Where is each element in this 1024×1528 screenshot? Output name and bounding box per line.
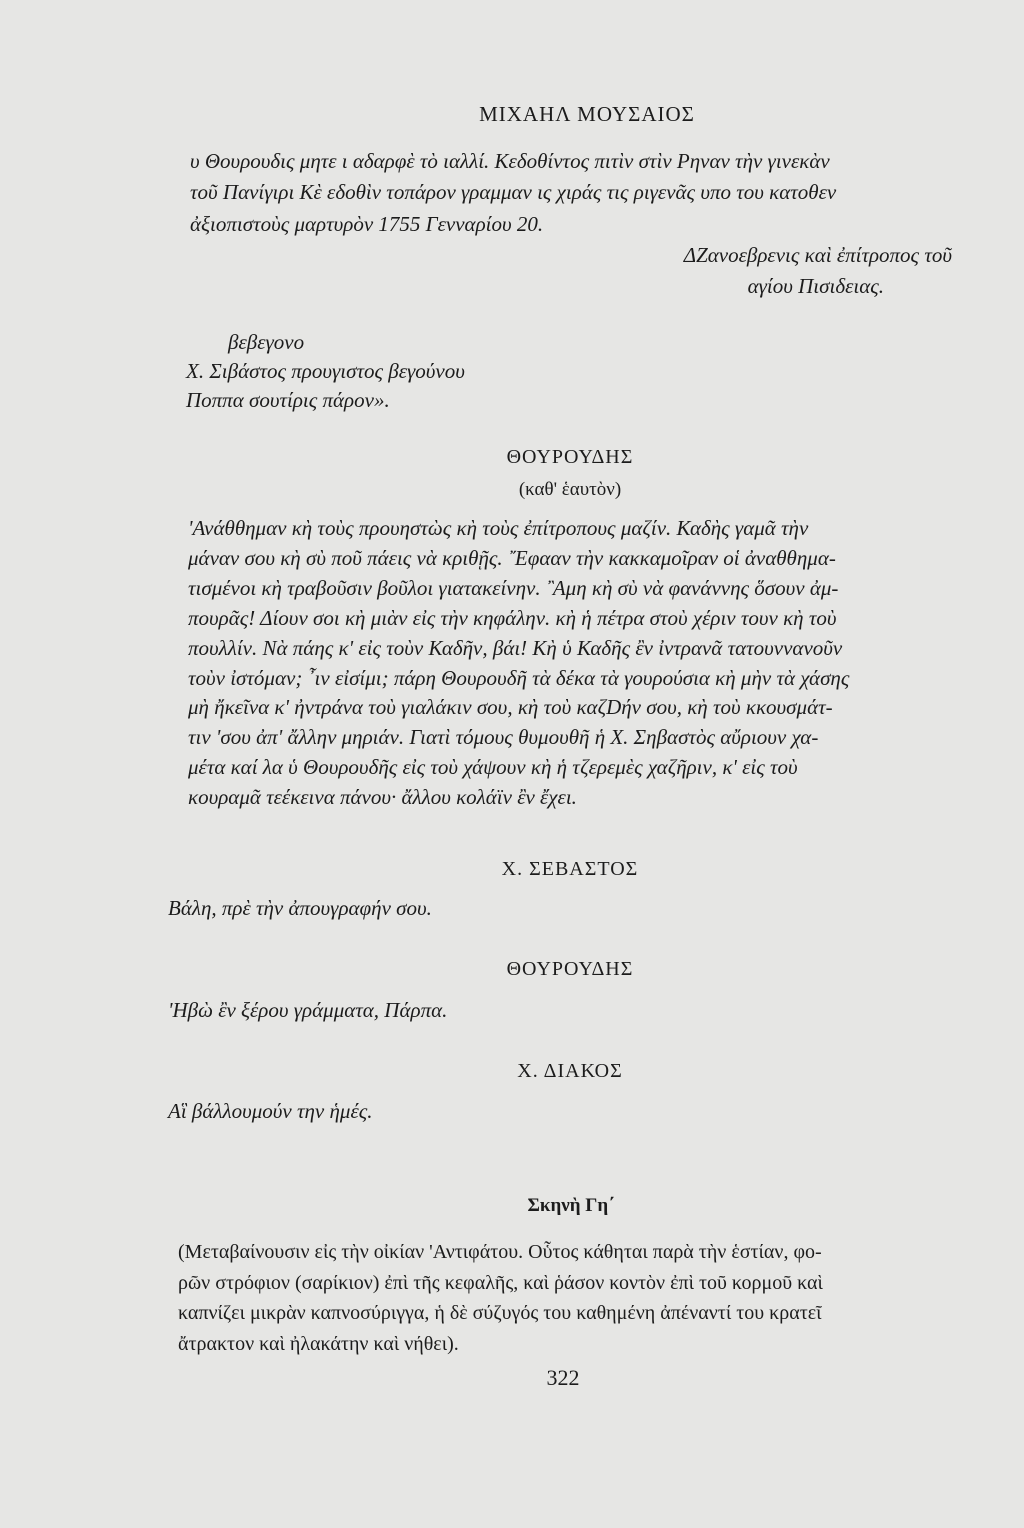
speaker-name: Χ. ΣΕΒΑΣΤΟΣ <box>501 858 639 880</box>
signature-line: αγίου Πισιδειας. <box>747 274 884 299</box>
speech-line: μὴ ἤκεῖνα κ' ἠντράνα τοὺ γιαλάκιν σου, κὴ τοὺ καζDήν σου, κὴ τοὺ κκουσμάτ- <box>188 695 833 720</box>
speech-line: Βάλη, πρὲ τὴν ἀπουγραφήν σου. <box>168 896 432 920</box>
speech-line: τισμένοι κὴ τραβοῦσιν βοῦλοι γιατακείνην. ῍Αμη κὴ σὺ νὰ φανάννης ὅσουν ἀμ- <box>188 575 839 600</box>
scene-title: Σκηνὴ Γη΄ <box>527 1195 615 1216</box>
witness-line: Χ. Σιβάστος προυγιστος βεγούνου <box>186 359 465 383</box>
speech-line: 'Ανάθθημαν κὴ τοὺς προυηστὼς κὴ τοὺς ἐπίτροπους μαζίν. Καδὴς γαμᾶ τὴν <box>188 516 809 540</box>
speech-line: πουρᾶς! Δίουν σοι κὴ μιὰν εἰς τὴν κηφάλην. κὴ ἡ πέτρα στοὺ χέριν τουν κὴ τοὺ <box>188 605 837 630</box>
speech-line: κουραμᾶ τεέκεινα πάνου· ἄλλου κολάϊν ἒν ἔχει. <box>188 785 577 810</box>
letter-text <box>190 146 952 240</box>
signature-block <box>560 240 952 303</box>
speech-line: τιν 'σου ἀπ' ἄλλην μηριάν. Γιατὶ τόμους θυμουθῆ ἡ Χ. Σηβαστὸς αὔριουν χα- <box>188 725 819 750</box>
stage-direction: (καθ' ἑαυτὸν) <box>518 479 622 500</box>
letter-line: υ Θουρουδις μητε ι αδαρφὲ τὸ ιαλλί. Κεδοθίντος πιτὶν στὶν Ρηναν τὴν γινεκὰν <box>190 149 830 173</box>
speech-line: μάναν σου κὴ σὺ ποῦ πάεις νὰ κριθῇς. ῎Εφααν τὴν κακκαμοῖραν οἱ ἀναθθημα- <box>188 545 836 570</box>
direction-line: ρῶν στρόφιον (σαρίκιον) ἐπὶ τῆς κεφαλῆς, καὶ ῥάσον κοντὸν ἐπὶ τοῦ κορμοῦ καὶ <box>178 1271 823 1294</box>
speech-line: μέτα καί λα ὑ Θουρουδῆς εἰς τοὺ χάψουν κὴ ἡ τζερεμὲς χαζῆριν, κ' εἰς τοὺ <box>188 755 798 780</box>
speech-line: τοὺν ἰστόμαν; ῏ιν εἰσίμι; πάρη Θουρουδῆ τὰ δέκα τὰ γουρούσια κὴ μὴν τὰ χάσης <box>188 665 850 690</box>
speaker-name: ΘΟΥΡΟΥΔΗΣ <box>506 958 634 980</box>
speech-line: Αἳ βάλλουμούν την ἡμές. <box>168 1099 373 1123</box>
running-head: ΜΙΧΑΗΛ ΜΟΥΣΑΙΟΣ <box>479 102 695 126</box>
stage-directions <box>178 1237 948 1359</box>
direction-line: ἄτρακτον καὶ ἠλακάτην καὶ νήθει). <box>178 1332 459 1355</box>
speech-paragraph <box>188 514 952 813</box>
letter-line: τοῦ Πανίγιρι Κὲ εδοθὶν τοπάρον γραμμαν ις χιράς τις ριγενᾶς υπο του κατοθεν <box>190 180 837 205</box>
direction-line: (Μεταβαίνουσιν εἰς τὴν οἰκίαν 'Αντιφάτου. Οὗτος κάθηται παρὰ τὴν ἑστίαν, φο- <box>178 1241 822 1263</box>
speech-line: 'Ηβὼ ἒν ξέρου γράμματα, Πάρπα. <box>168 998 448 1022</box>
letter-line: ἀξιοπιστοὺς μαρτυρὸν 1755 Γενναρίου 20. <box>190 211 544 236</box>
speaker-name: Χ. ΔΙΑΚΟΣ <box>517 1060 623 1082</box>
speech-line: πουλλίν. Νὰ πάης κ' εἰς τοὺν Καδῆν, βάι! Κὴ ὑ Καδῆς ἒν ἰντρανᾶ τατουννανοῦν <box>188 635 843 660</box>
witness-block <box>186 328 948 415</box>
signature-line: ΔΖανοεβρενις καὶ ἐπίτροπος τοῦ <box>683 243 952 267</box>
page-number: 322 <box>546 1365 580 1390</box>
witness-line: Ποππα σουτίρις πάρον». <box>186 388 390 412</box>
direction-line: καπνίζει μικρὰν καπνοσύριγγα, ἡ δὲ σύζυγός του καθημένη ἀπέναντί του κρατεῖ <box>178 1302 822 1324</box>
witness-line: βεβεγονο <box>228 330 305 354</box>
speaker-name: ΘΟΥΡΟΥΔΗΣ <box>506 446 634 468</box>
